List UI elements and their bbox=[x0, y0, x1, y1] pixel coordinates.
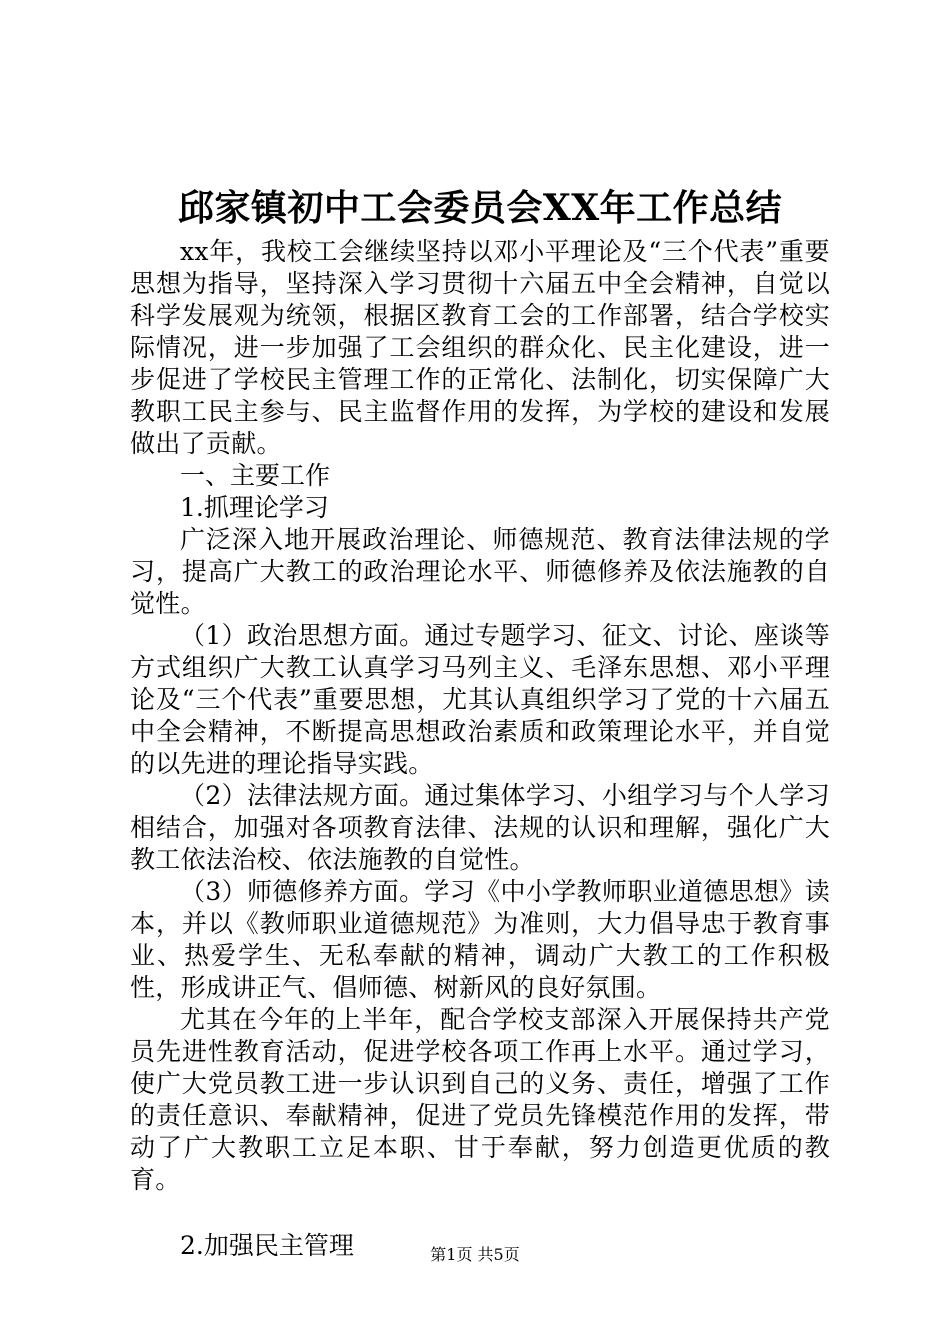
paragraph-gap bbox=[130, 1196, 830, 1230]
political-thought-paragraph: （1）政治思想方面。通过专题学习、征文、讨论、座谈等方式组织广大教工认真学习马列主义、毛泽东思想、邓小平理论及“三个代表”重要思想，尤其认真组织学习了党的十六届五中全会精神，不断提高思想政治素质和政策理论水平，并自觉的以先进的理论指导实践。 bbox=[130, 621, 830, 778]
page-footer: 第1页 共5页 bbox=[430, 1245, 520, 1264]
teacher-ethics-paragraph: （3）师德修养方面。学习《中小学教师职业道德思想》读本，并以《教师职业道德规范》为准则，大力倡导忠于教育事业、热爱学生、无私奉献的精神，调动广大教工的工作积极性，形成讲正气、倡师德、树新风的良好氛围。 bbox=[130, 877, 830, 1002]
theory-study-paragraph: 广泛深入地开展政治理论、师德规范、教育法律法规的学习，提高广大教工的政治理论水平、师德修养及依法施教的自觉性。 bbox=[130, 525, 830, 618]
section-heading-main-work: 一、主要工作 bbox=[180, 461, 331, 490]
laws-regulations-paragraph: （2）法律法规方面。通过集体学习、小组学习与个人学习相结合，加强对各项教育法律、法规的认识和理解，强化广大教工依法治校、依法施教的自觉性。 bbox=[130, 781, 830, 874]
subsection-heading-theory-study: 1.抓理论学习 bbox=[180, 493, 329, 522]
intro-paragraph: xx年，我校工会继续坚持以邓小平理论及“三个代表”重要思想为指导，坚持深入学习贯彻十六届五中全会精神，自觉以科学发展观为统领，根据区教育工会的工作部署，结合学校实际情况，进一步加强了工会组织的群众化、民主化建设，进一步促进了学校民主管理工作的正常化、法制化，切实保障广大教职工民主参与、民主监督作用的发挥，为学校的建设和发展做出了贡献。 bbox=[130, 237, 830, 458]
page-title: 邱家镇初中工会委员会XX年工作总结 bbox=[177, 187, 783, 229]
party-education-paragraph: 尤其在今年的上半年，配合学校支部深入开展保持共产党员先进性教育活动，促进学校各项工作再上水平。通过学习，使广大党员教工进一步认识到自己的义务、责任，增强了工作的责任意识、奉献精神，促进了党员先锋模范作用的发挥，带动了广大教职工立足本职、甘于奉献，努力创造更优质的教育。 bbox=[130, 1005, 830, 1194]
subsection-heading-democratic-management: 2.加强民主管理 bbox=[180, 1231, 354, 1260]
document-page bbox=[130, 180, 830, 1262]
